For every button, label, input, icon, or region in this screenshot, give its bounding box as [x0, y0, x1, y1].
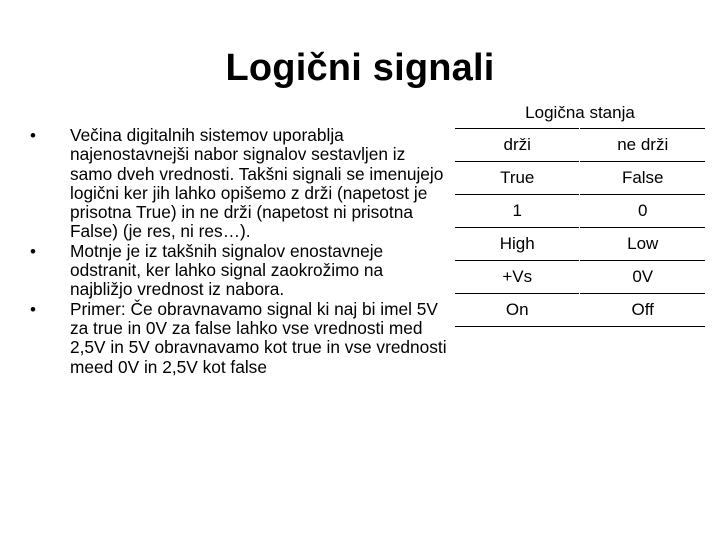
- bullet-item: [30, 242, 450, 300]
- table-cell: False: [580, 162, 705, 195]
- bullet-text: Večina digitalnih sistemov uporablja najenostavnejši nabor signalov sestavljen iz samo dveh vrednosti. Takšni signali se imenujejo logični ker jih lahko opišemo z drži (napetost je prisotna True) in ne drži (napetost ni prisotna False) (je res, ni res…).: [70, 125, 444, 242]
- bullet-dot-icon: •: [30, 241, 36, 261]
- bullet-dot-icon: •: [30, 126, 36, 145]
- bullet-list: [30, 126, 450, 377]
- bullet-item: [30, 300, 450, 377]
- table-cell: High: [455, 228, 580, 261]
- table-caption: Logična stanja: [525, 103, 635, 122]
- table-cell: Off: [580, 294, 705, 327]
- table-cell: On: [455, 294, 580, 327]
- table-row: [455, 129, 705, 162]
- table-row: [455, 162, 705, 195]
- bullet-text: Primer: Če obravnavamo signal ki naj bi imel 5V za true in 0V za false lahko vse vrednosti med 2,5V in 5V obravnavamo kot true in vse vrednosti meed 0V in 2,5V kot false: [70, 298, 447, 377]
- table-row: [455, 228, 705, 261]
- bullet-dot-icon: •: [30, 299, 36, 319]
- table-cell: +Vs: [455, 261, 580, 294]
- table-cell: True: [455, 162, 580, 195]
- table-cell: 0V: [580, 261, 705, 294]
- table-cell: Low: [580, 228, 705, 261]
- bullet-item: [30, 126, 450, 242]
- bullet-text: Motnje je iz takšnih signalov enostavneje odstranit, ker lahko signal zaokrožimo na najbližjo vrednost iz nabora.: [70, 240, 384, 300]
- table-cell: 0: [580, 195, 705, 228]
- table-row: [455, 294, 705, 327]
- states-table: [455, 128, 705, 327]
- logic-states-table: [455, 98, 705, 327]
- slide-title: Logični signali: [225, 47, 495, 89]
- table-row: [455, 195, 705, 228]
- table-cell: drži: [455, 129, 580, 162]
- table-cell: 1: [455, 195, 580, 228]
- table-row: [455, 261, 705, 294]
- table-cell: ne drži: [580, 129, 705, 162]
